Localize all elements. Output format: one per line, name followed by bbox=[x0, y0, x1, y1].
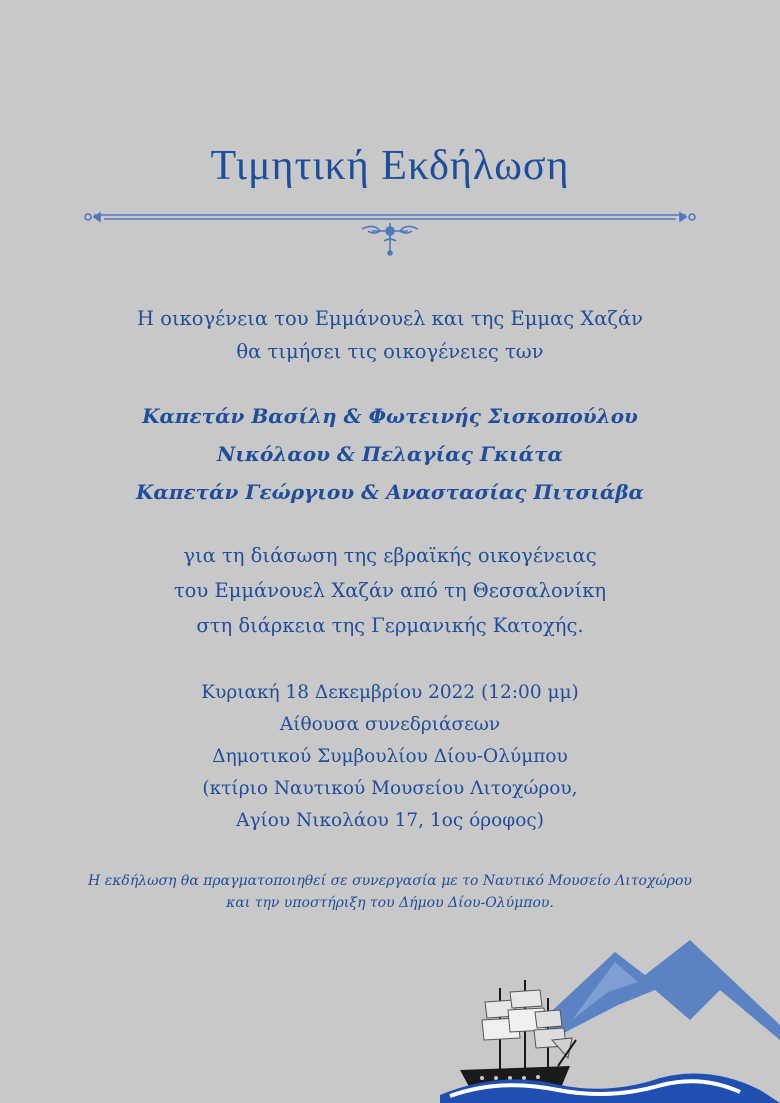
mountains-icon bbox=[540, 940, 780, 1040]
rescue-line: για τη διάσωση της εβραϊκής οικογένειας bbox=[183, 544, 597, 567]
note-line: Η εκδήλωση θα πραγματοποιηθεί σε συνεργασία με το Ναυτικό Μουσείο Λιτοχώρου bbox=[88, 873, 692, 889]
intro-line: Η οικογένεια του Εμμάνουελ και της Εμμας Χαζάν bbox=[137, 307, 643, 330]
event-address: (κτίριο Ναυτικού Μουσείου Λιτοχώρου, bbox=[202, 778, 578, 799]
family-line: Καπετάν Βασίλη & Φωτεινής Σισκοπούλου bbox=[142, 404, 638, 428]
event-address: Αγίου Νικολάου 17, 1ος όροφος) bbox=[236, 810, 544, 831]
mountains-ship-illustration bbox=[440, 920, 780, 1103]
page-title: Τιμητική Εκδήλωση bbox=[210, 143, 570, 189]
event-venue: Δημοτικού Συμβουλίου Δίου-Ολύμπου bbox=[212, 746, 568, 767]
note-line: και την υποστήριξη του Δήμου Δίου-Ολύμπου. bbox=[226, 895, 554, 911]
event-details bbox=[0, 677, 780, 837]
family-line: Νικόλαου & Πελαγίας Γκιάτα bbox=[217, 442, 563, 466]
ship-icon bbox=[460, 980, 576, 1092]
intro-text bbox=[0, 302, 780, 368]
honored-families bbox=[0, 397, 780, 511]
intro-line: θα τιμήσει τις οικογένειες των bbox=[236, 340, 544, 363]
footer-note bbox=[0, 870, 780, 914]
event-venue: Αίθουσα συνεδριάσεων bbox=[279, 714, 501, 735]
rescue-line: στη διάρκεια της Γερμανικής Κατοχής. bbox=[196, 614, 584, 637]
rescue-line: του Εμμάνουελ Χαζάν από τη Θεσσαλονίκη bbox=[173, 579, 607, 602]
divider-ornament-icon bbox=[80, 205, 700, 257]
family-line: Καπετάν Γεώργιου & Αναστασίας Πιτσιάβα bbox=[136, 480, 644, 504]
rescue-text bbox=[0, 538, 780, 643]
event-date: Κυριακή 18 Δεκεμβρίου 2022 (12:00 μμ) bbox=[201, 682, 579, 703]
